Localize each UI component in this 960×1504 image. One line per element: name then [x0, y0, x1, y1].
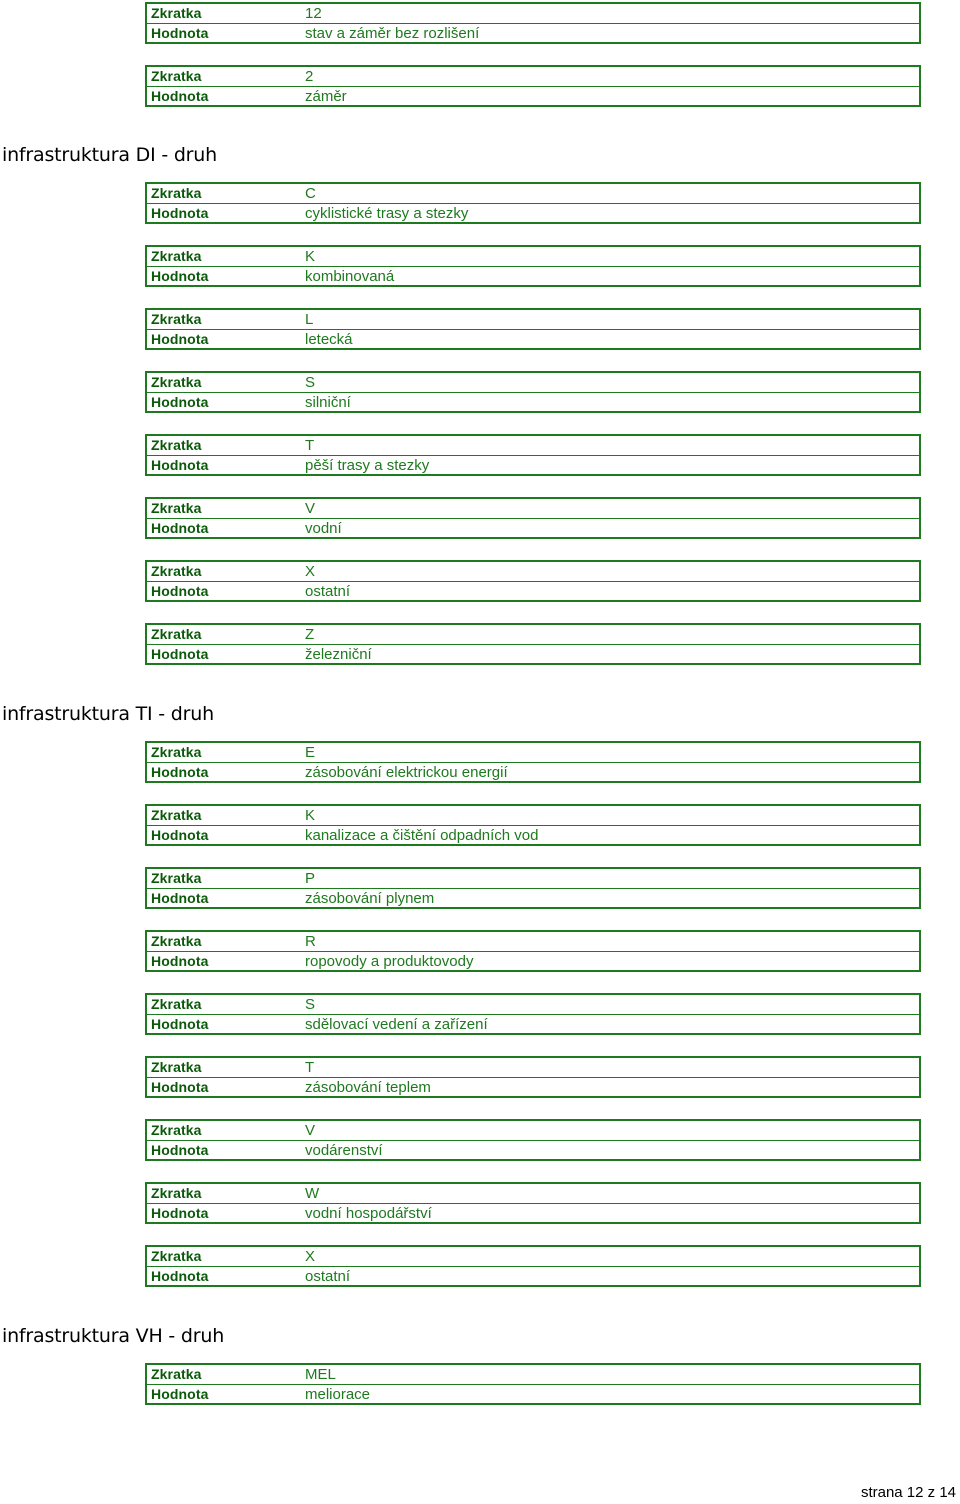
- code-row: [147, 743, 919, 763]
- code-value: E: [305, 744, 316, 761]
- value-label: Hodnota: [151, 457, 209, 473]
- code-entry: [145, 1363, 921, 1405]
- value-row: [147, 1267, 919, 1286]
- value-row: [147, 826, 919, 845]
- value-label: Hodnota: [151, 331, 209, 347]
- code-value: K: [305, 248, 316, 265]
- code-row: [147, 499, 919, 519]
- code-entry: [145, 65, 921, 107]
- value-text: záměr: [305, 88, 347, 105]
- value-row: [147, 393, 919, 412]
- code-value: T: [305, 437, 315, 454]
- code-entry: [145, 371, 921, 413]
- code-entry: [145, 623, 921, 665]
- value-text: zásobování plynem: [305, 890, 435, 907]
- value-label: Hodnota: [151, 268, 209, 284]
- code-label: Zkratka: [151, 248, 202, 264]
- code-entry: [145, 993, 921, 1035]
- code-entry: [145, 1245, 921, 1287]
- value-text: vodní: [305, 520, 342, 537]
- code-row: [147, 67, 919, 87]
- code-value: L: [305, 311, 314, 328]
- value-row: [147, 763, 919, 782]
- code-entry: [145, 245, 921, 287]
- value-text: kanalizace a čištění odpadních vod: [305, 827, 539, 844]
- value-row: [147, 519, 919, 538]
- code-entry: [145, 182, 921, 224]
- code-row: [147, 806, 919, 826]
- value-text: meliorace: [305, 1386, 371, 1403]
- code-entry: [145, 1182, 921, 1224]
- value-text: sdělovací vedení a zařízení: [305, 1016, 488, 1033]
- value-label: Hodnota: [151, 1386, 209, 1402]
- value-label: Hodnota: [151, 1205, 209, 1221]
- value-label: Hodnota: [151, 25, 209, 41]
- page-number: strana 12 z 14: [860, 1484, 956, 1501]
- value-row: [147, 952, 919, 971]
- value-row: [147, 24, 919, 43]
- code-entry: [145, 804, 921, 846]
- code-value: V: [305, 500, 316, 517]
- value-row: [147, 1141, 919, 1160]
- code-row: [147, 184, 919, 204]
- value-row: [147, 87, 919, 106]
- code-value: R: [305, 933, 316, 950]
- code-row: [147, 562, 919, 582]
- code-value: C: [305, 185, 316, 202]
- code-value: S: [305, 996, 316, 1013]
- code-row: [147, 1058, 919, 1078]
- value-row: [147, 1015, 919, 1034]
- section-title: infrastruktura DI - druh: [2, 144, 217, 166]
- code-label: Zkratka: [151, 1248, 202, 1264]
- value-text: stav a záměr bez rozlišení: [305, 25, 480, 42]
- code-label: Zkratka: [151, 996, 202, 1012]
- value-row: [147, 889, 919, 908]
- value-label: Hodnota: [151, 520, 209, 536]
- value-row: [147, 1204, 919, 1223]
- code-row: [147, 625, 919, 645]
- code-value: 12: [305, 5, 322, 22]
- value-row: [147, 204, 919, 223]
- value-text: letecká: [305, 331, 353, 348]
- value-row: [147, 1385, 919, 1404]
- value-label: Hodnota: [151, 764, 209, 780]
- code-row: [147, 932, 919, 952]
- code-label: Zkratka: [151, 437, 202, 453]
- code-entry: [145, 2, 921, 44]
- value-label: Hodnota: [151, 1016, 209, 1032]
- code-label: Zkratka: [151, 311, 202, 327]
- code-value: X: [305, 563, 316, 580]
- section-title: infrastruktura TI - druh: [2, 703, 214, 725]
- value-label: Hodnota: [151, 1142, 209, 1158]
- value-label: Hodnota: [151, 646, 209, 662]
- value-text: pěší trasy a stezky: [305, 457, 430, 474]
- value-text: ostatní: [305, 583, 351, 600]
- code-entry: [145, 741, 921, 783]
- value-label: Hodnota: [151, 1079, 209, 1095]
- value-row: [147, 582, 919, 601]
- value-row: [147, 645, 919, 664]
- code-row: [147, 436, 919, 456]
- code-row: [147, 1365, 919, 1385]
- value-text: železniční: [305, 646, 372, 663]
- code-label: Zkratka: [151, 500, 202, 516]
- value-label: Hodnota: [151, 1268, 209, 1284]
- value-row: [147, 267, 919, 286]
- code-label: Zkratka: [151, 1059, 202, 1075]
- code-label: Zkratka: [151, 68, 202, 84]
- code-value: 2: [305, 68, 314, 85]
- value-text: ropovody a produktovody: [305, 953, 474, 970]
- value-label: Hodnota: [151, 583, 209, 599]
- code-label: Zkratka: [151, 374, 202, 390]
- value-row: [147, 456, 919, 475]
- value-text: silniční: [305, 394, 351, 411]
- code-row: [147, 247, 919, 267]
- code-row: [147, 995, 919, 1015]
- code-entry: [145, 1119, 921, 1161]
- value-row: [147, 1078, 919, 1097]
- value-text: kombinovaná: [305, 268, 395, 285]
- code-value: W: [305, 1185, 320, 1202]
- code-label: Zkratka: [151, 744, 202, 760]
- code-label: Zkratka: [151, 807, 202, 823]
- value-label: Hodnota: [151, 88, 209, 104]
- code-row: [147, 310, 919, 330]
- code-label: Zkratka: [151, 1366, 202, 1382]
- code-entry: [145, 497, 921, 539]
- value-text: vodní hospodářství: [305, 1205, 432, 1222]
- value-label: Hodnota: [151, 394, 209, 410]
- code-label: Zkratka: [151, 1185, 202, 1201]
- code-entry: [145, 1056, 921, 1098]
- value-label: Hodnota: [151, 953, 209, 969]
- code-entry: [145, 434, 921, 476]
- code-row: [147, 869, 919, 889]
- code-label: Zkratka: [151, 1122, 202, 1138]
- code-label: Zkratka: [151, 563, 202, 579]
- code-value: T: [305, 1059, 315, 1076]
- code-value: K: [305, 807, 316, 824]
- value-label: Hodnota: [151, 890, 209, 906]
- code-row: [147, 4, 919, 24]
- code-label: Zkratka: [151, 185, 202, 201]
- code-row: [147, 1121, 919, 1141]
- code-value: S: [305, 374, 316, 391]
- code-entry: [145, 560, 921, 602]
- code-row: [147, 1247, 919, 1267]
- value-text: vodárenství: [305, 1142, 383, 1159]
- code-label: Zkratka: [151, 933, 202, 949]
- code-entry: [145, 308, 921, 350]
- value-text: ostatní: [305, 1268, 351, 1285]
- code-value: V: [305, 1122, 316, 1139]
- code-value: X: [305, 1248, 316, 1265]
- value-text: cyklistické trasy a stezky: [305, 205, 469, 222]
- code-label: Zkratka: [151, 5, 202, 21]
- value-text: zásobování elektrickou energií: [305, 764, 508, 781]
- code-row: [147, 373, 919, 393]
- value-row: [147, 330, 919, 349]
- code-value: Z: [305, 626, 315, 643]
- code-value: MEL: [305, 1366, 336, 1383]
- code-entry: [145, 930, 921, 972]
- value-text: zásobování teplem: [305, 1079, 431, 1096]
- code-value: P: [305, 870, 316, 887]
- code-entry: [145, 867, 921, 909]
- value-label: Hodnota: [151, 827, 209, 843]
- section-title: infrastruktura VH - druh: [2, 1325, 225, 1347]
- code-label: Zkratka: [151, 870, 202, 886]
- value-label: Hodnota: [151, 205, 209, 221]
- code-label: Zkratka: [151, 626, 202, 642]
- code-row: [147, 1184, 919, 1204]
